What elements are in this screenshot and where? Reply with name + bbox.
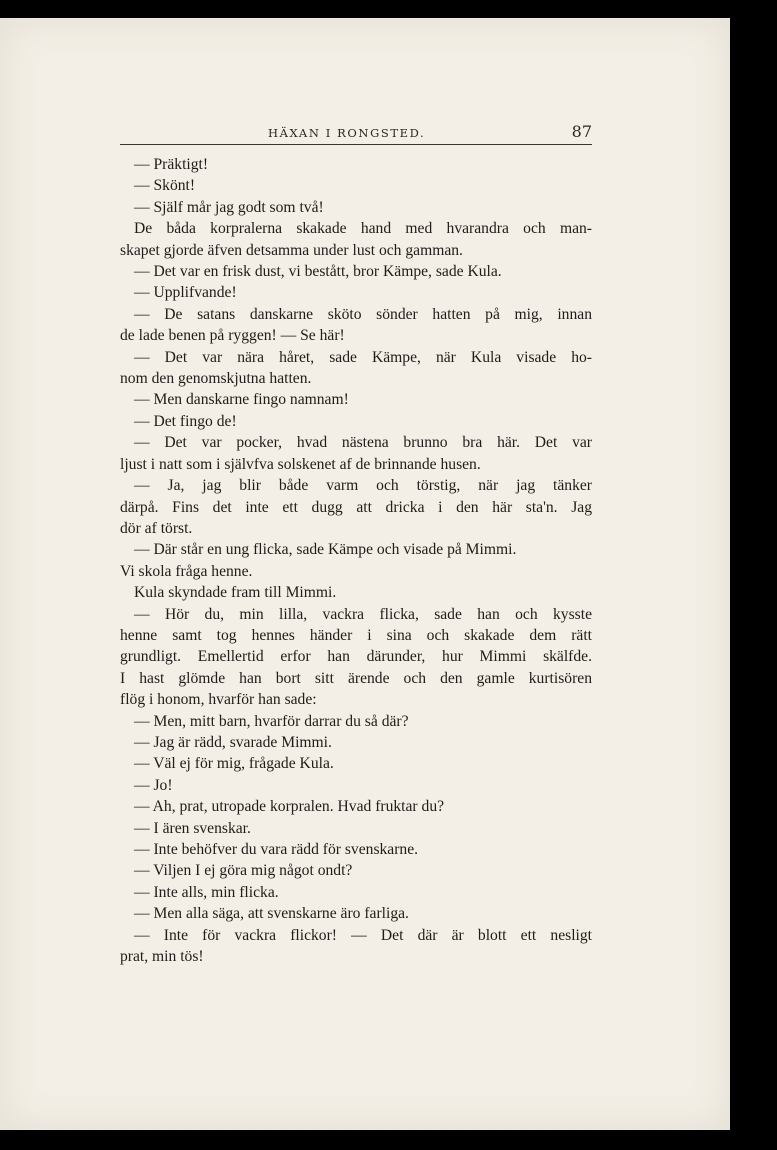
text-line: — Själf mår jag godt som två! bbox=[134, 198, 324, 216]
text-line: — Det var en frisk dust, vi bestått, bror Kämpe, sade Kula. bbox=[134, 263, 502, 281]
text-line: Kula skyndade fram till Mimmi. bbox=[134, 584, 337, 602]
text-line: — Där står en ung flicka, sade Kämpe och visade på Mimmi. bbox=[134, 541, 517, 559]
text-line: — Väl ej för mig, frågade Kula. bbox=[134, 755, 334, 773]
text-line: — Präktigt! bbox=[134, 156, 209, 173]
text-line: Vi skola fråga henne. bbox=[120, 562, 253, 580]
text-line: dör af törst. bbox=[120, 519, 193, 537]
text-line: — Upplifvande! bbox=[134, 284, 237, 302]
text-line: — Jag är rädd, svarade Mimmi. bbox=[134, 733, 332, 751]
text-line: de lade benen på ryggen! — Se här! bbox=[120, 327, 345, 345]
text-line: henne samt tog hennes händer i sina och skakade dem rätt bbox=[120, 626, 592, 644]
text-line: — Skönt! bbox=[134, 177, 196, 195]
text-line: — Ja, jag blir både varm och törstig, när jag tänker bbox=[134, 477, 592, 495]
text-line: — Hör du, min lilla, vackra flicka, sade han och kysste bbox=[134, 605, 592, 623]
text-line: — Det var pocker, hvad nästena brunno bra här. Det var bbox=[134, 434, 592, 452]
text-line: ljust i natt som i självfva solskenet af de brinnande husen. bbox=[120, 455, 481, 473]
text-line: I hast glömde han bort sitt ärende och den gamle kurtisören bbox=[120, 669, 592, 687]
text-line: — Men danskarne fingo namnam! bbox=[134, 391, 349, 409]
text-line: nom den genomskjutna hatten. bbox=[120, 370, 312, 388]
text-line: — Inte alls, min flicka. bbox=[134, 883, 279, 901]
text-line: De båda korpralerna skakade hand med hvarandra och man- bbox=[134, 220, 592, 238]
text-line: — De satans danskarne sköto sönder hatten på mig, innan bbox=[134, 305, 592, 323]
page-number: 87 bbox=[571, 122, 592, 141]
text-line: grundligt. Emellertid erfor han därunder, hur Mimmi skälfde. bbox=[120, 648, 592, 666]
header-rule bbox=[120, 144, 592, 145]
text-line: — Inte för vackra flickor! — Det där är blott ett nesligt bbox=[134, 926, 592, 944]
text-line: — Inte behöfver du vara rädd för svenskarne. bbox=[134, 841, 419, 858]
text-line: därpå. Fins det inte ett dugg att dricka i den här sta'n. Jag bbox=[120, 498, 592, 516]
text-line: flög i honom, hvarför han sade: bbox=[120, 691, 317, 709]
text-line: — Ah, prat, utropade korpralen. Hvad fruktar du? bbox=[134, 798, 445, 816]
text-line: — Men, mitt barn, hvarför darrar du så där? bbox=[134, 712, 409, 730]
text-line: — Det var nära håret, sade Kämpe, när Kula visade ho- bbox=[134, 348, 592, 366]
text-line: — Jo! bbox=[134, 776, 173, 794]
body-text bbox=[120, 154, 592, 967]
text-line: skapet gjorde äfven detsamma under lust och gamman. bbox=[120, 241, 463, 259]
running-head: HÄXAN I RONGSTED. bbox=[268, 126, 426, 140]
text-line: prat, min tös! bbox=[120, 948, 204, 966]
text-line: — Men alla säga, att svenskarne äro farliga. bbox=[134, 905, 409, 923]
text-line: — Viljen I ej göra mig något ondt? bbox=[134, 862, 353, 880]
text-line: — I ären svenskar. bbox=[134, 819, 251, 837]
text-line: — Det fingo de! bbox=[134, 412, 237, 430]
